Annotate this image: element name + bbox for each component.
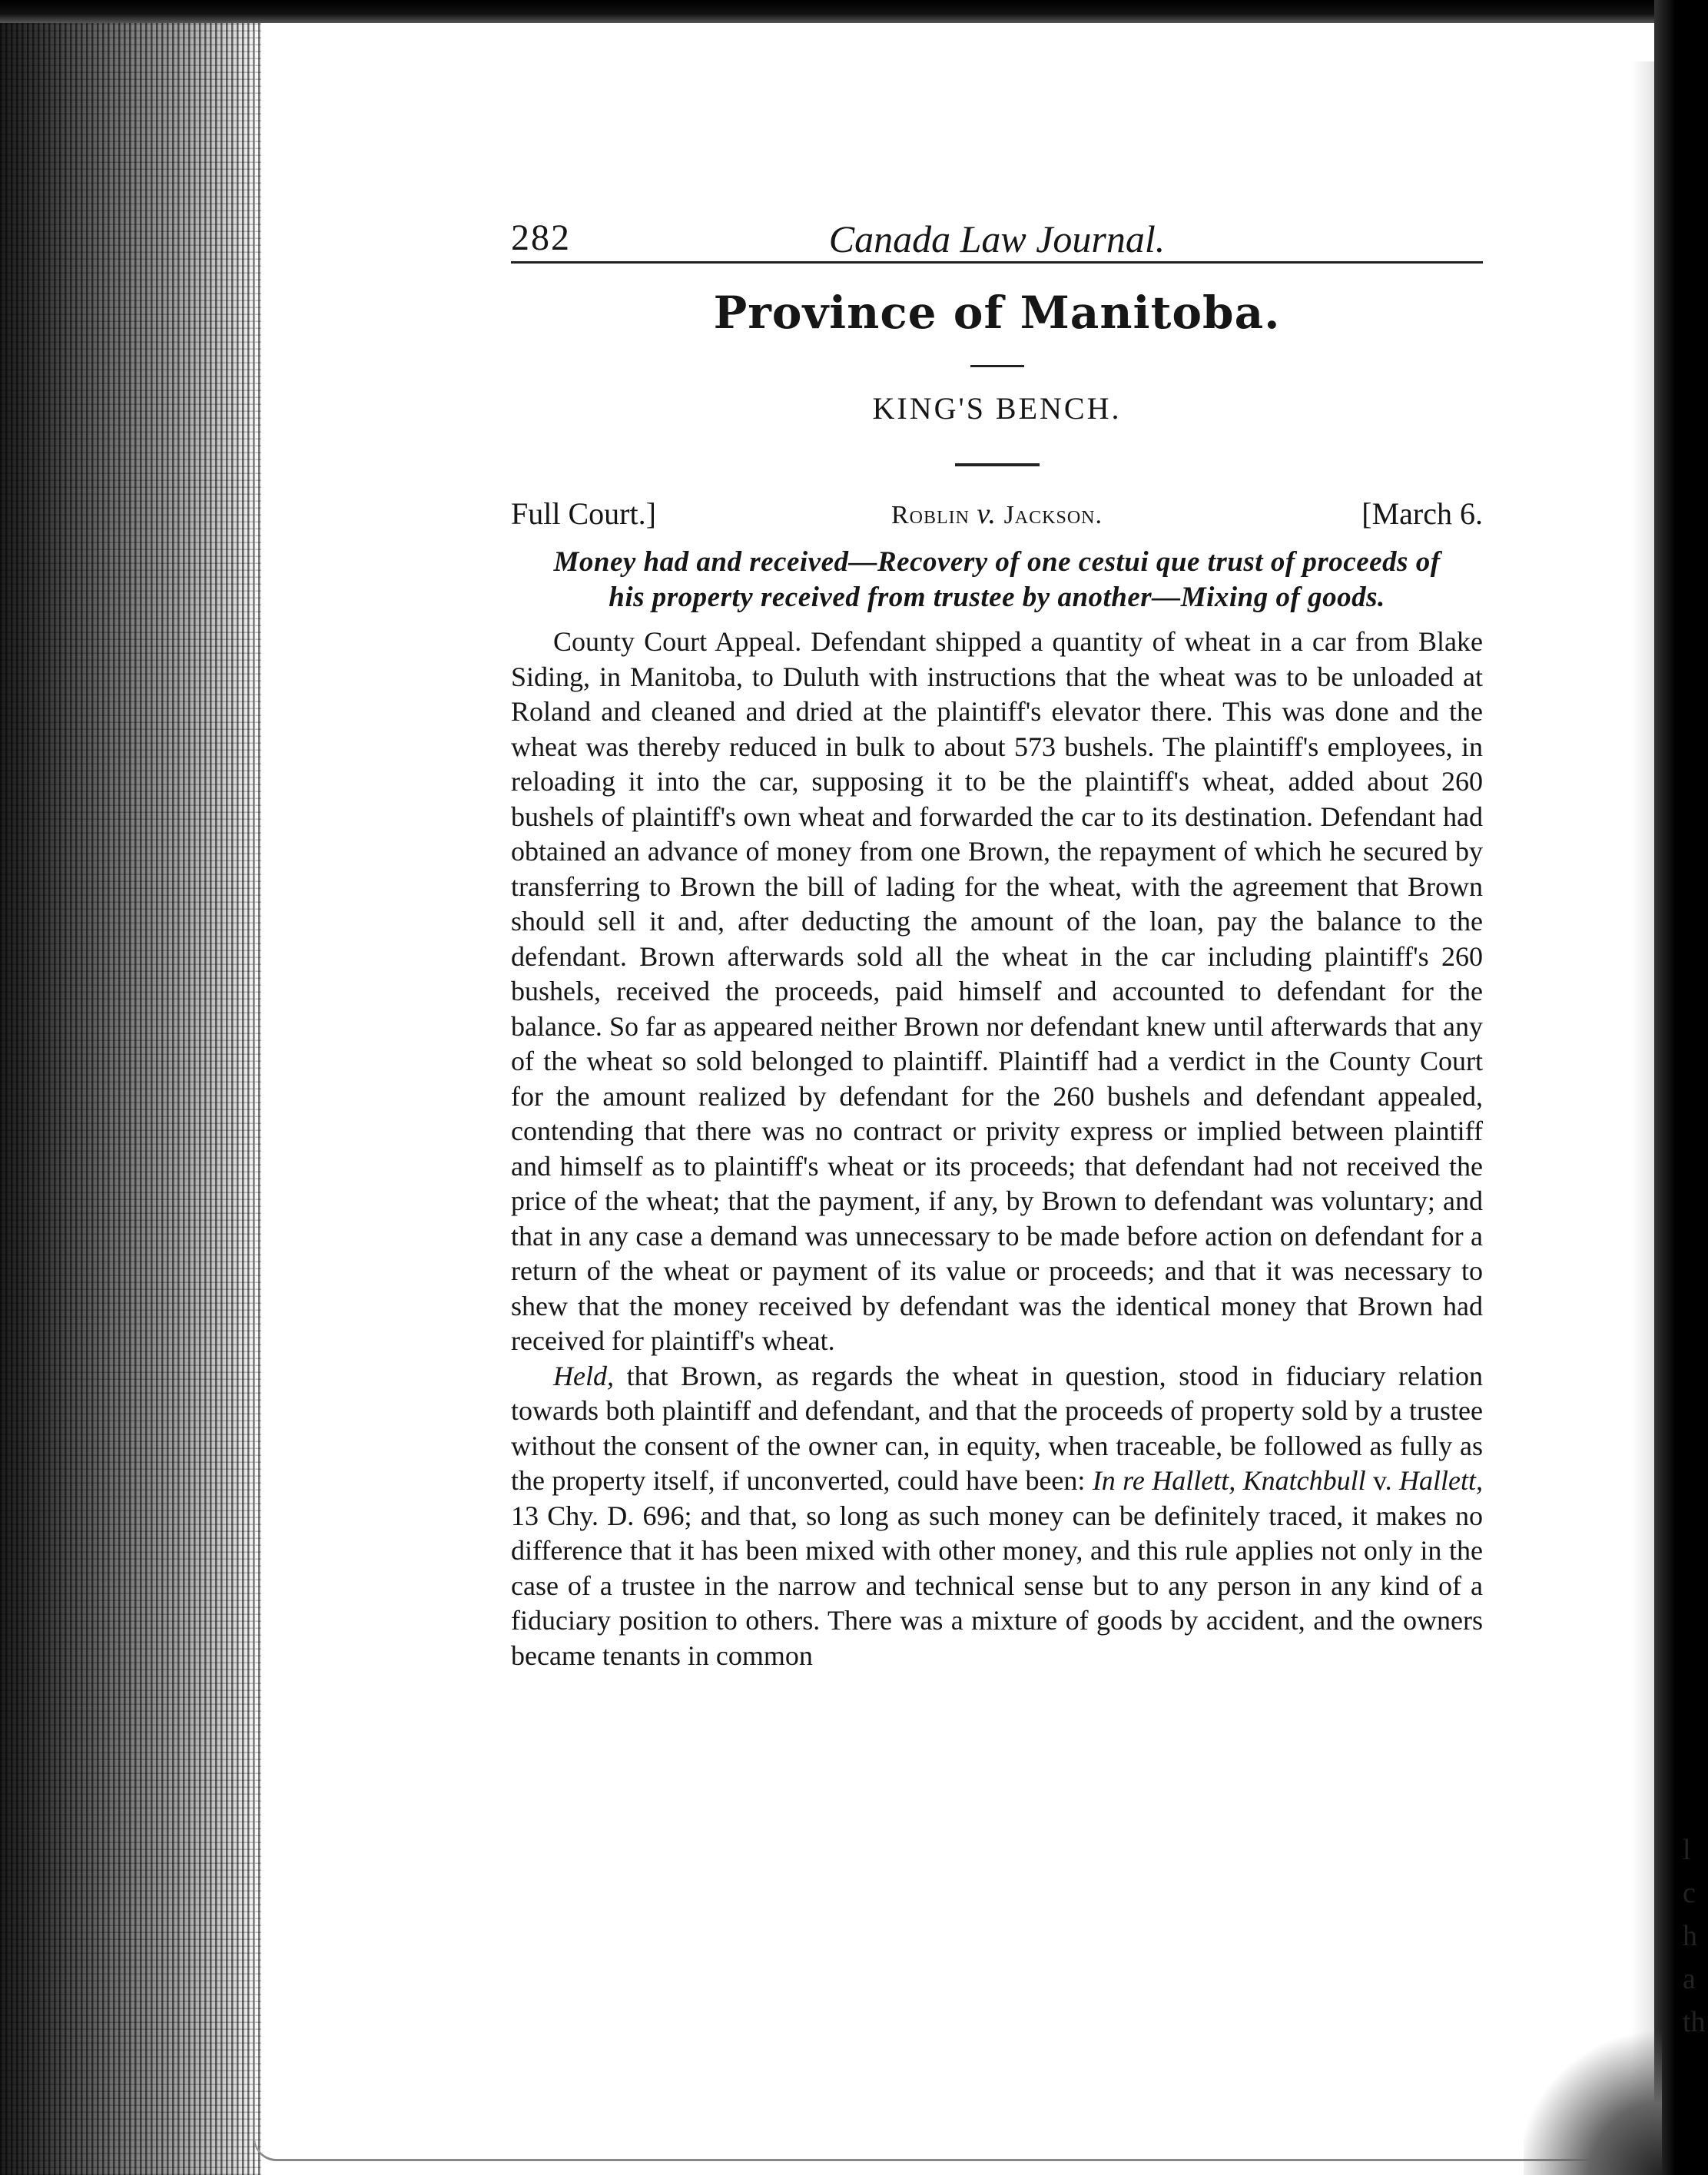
page-number: 282 [511,217,571,258]
case-date: [March 6. [1361,496,1483,531]
versus: v. [977,498,997,530]
fragment: c [1683,1877,1696,1909]
case-name [511,497,1483,531]
held-word: Held, [553,1360,614,1391]
fragment: a [1683,1963,1696,1995]
paragraph-text: that Brown, as regards the wheat in question, stood in fiduciary relation towards both plaintiff and defendant, and that the proceeds of property sold by a trustee without the consent of the owner can, in equity, when traceable, be followed as fully as the property itself, if unconverted, could have been: [511,1360,1483,1496]
fragment: l [1683,1834,1691,1866]
book-gutter [0,0,261,2175]
fragment: h [1683,1920,1697,1952]
divider [970,365,1024,367]
scan-border-right [1654,0,1708,2175]
paragraph [511,1359,1483,1674]
paragraph: County Court Appeal. Defendant shipped a quantity of wheat in a car from Blake Siding, in Manitoba, to Duluth with instructions that the wheat was to be unloaded at Roland and cleaned and dried at the plaintiff's elevator there. This was done and the wheat was thereby reduced in bulk to about 573 bushels. The plaintiff's employees, in reloading it into the car, supposing it to be the plaintiff's wheat, added about 260 bushels of plaintiff's own wheat and forwarded the car to its destination. Defendant had obtained an advance of money from one Brown, the repayment of which he secured by transferring to Brown the bill of lading for the wheat, with the agreement that Brown should sell it and, after deducting the amount of the loan, pay the balance to the defendant. Brown afterwards sold all the wheat in the car including plaintiff's 260 bushels, received the proceeds, paid himself and accounted to defendant for the balance. So far as appeared neither Brown nor defendant knew until afterwards that any of the wheat so sold belonged to plaintiff. Plaintiff had a verdict in the County Court for the amount realized by defendant for the 260 bushels and defendant appealed, contending that there was no contract or privity express or implied between plaintiff and himself as to plaintiff's wheat or its proceeds; that defendant had not received the price of the wheat; that the payment, if any, by Brown to defendant was voluntary; and that in any case a demand was unnecessary to be made before action on defendant for a return of the wheat or payment of its value or proceeds; and that it was necessary to shew that the money received by defendant was the identical money that Brown had received for plaintiff's wheat. [511,626,1483,1356]
paragraph-text: 13 Chy. D. 696; and that, so long as such money can be definitely traced, it makes no difference that it has been mixed with other money, and this rule applies not only in the case of a trustee in the narrow and technical sense but to any person in any kind of a fiduciary position to others. There was a mixture of goods by accident, and the owners became tenants in common [511,1500,1483,1671]
court-type: Full Court.] [511,496,656,531]
section-title: Province of Manitoba. [713,287,1281,339]
court-heading: KING'S BENCH. [872,391,1122,426]
scan-border-top [0,0,1708,23]
facing-page-fragments [1683,1829,1706,2044]
citation: Hallett, [1399,1465,1484,1496]
page-curl [1524,2021,1662,2175]
defendant-name: Jackson. [1003,501,1103,529]
case-line [511,496,1483,539]
citation-v: v. [1365,1465,1400,1496]
running-head [511,192,1483,264]
headnote-line: his property received from trustee by another—Mixing of goods. [609,582,1385,613]
divider [955,463,1040,466]
fragment: th [1683,2006,1706,2038]
headnote [511,545,1483,615]
body-text [511,625,1483,1673]
citation: In re Hallett, Knatchbull [1092,1465,1366,1496]
page-content [511,192,1483,1673]
plaintiff-name: Roblin [891,501,970,529]
headnote-line: Money had and received—Recovery of one cestui que trust of proceeds of [553,546,1441,578]
journal-title: Canada Law Journal. [828,217,1166,260]
